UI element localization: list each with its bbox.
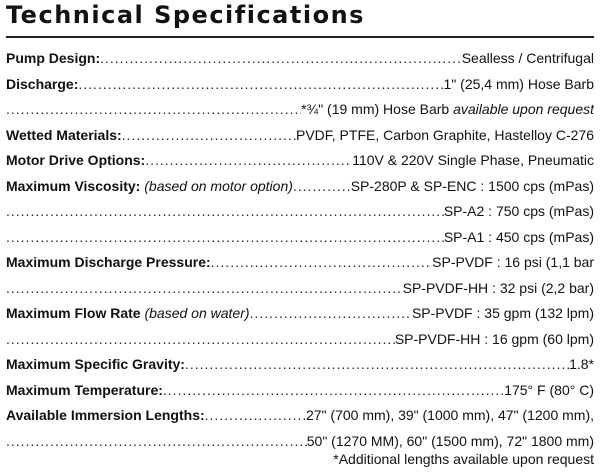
spec-row-pump-design	[6, 46, 594, 72]
dot-leader	[6, 225, 444, 251]
spec-value: Sealless / Centrifugal	[461, 50, 594, 66]
spec-label: Wetted Materials:	[6, 126, 122, 143]
dot-leader	[6, 97, 301, 123]
spec-value: 175° F (80° C)	[504, 381, 594, 398]
dot-leader	[6, 276, 403, 302]
spec-label: Pump Design:	[6, 50, 101, 66]
specifications-list	[6, 46, 594, 454]
spec-label: Maximum Specific Gravity:	[6, 356, 185, 372]
spec-label	[6, 301, 250, 327]
spec-value: 27" (700 mm), 39" (1000 mm), 47" (1200 mm),	[305, 407, 594, 423]
spec-value: SP-PVDF : 16 psi (1,1 bar	[432, 254, 594, 270]
spec-value-note: available upon request	[453, 101, 594, 117]
spec-row-flow-rate-hh	[6, 327, 594, 353]
dot-leader	[145, 148, 352, 174]
footnote: *Additional lengths available upon request	[333, 451, 594, 467]
spec-label-text: Maximum Flow Rate	[6, 305, 141, 321]
spec-row-flow-rate	[6, 301, 594, 327]
spec-label-text: Maximum Viscosity:	[6, 177, 141, 194]
page-title: Technical Specifications	[6, 1, 365, 29]
spec-value: 50" (1270 MM), 60" (1500 mm), 72" 1800 mm)	[306, 432, 594, 449]
spec-label: Motor Drive Options:	[6, 152, 146, 168]
spec-value-main: *¾" (19 mm) Hose Barb	[301, 101, 450, 117]
dot-leader	[6, 327, 395, 353]
spec-row-motor-drive	[6, 148, 594, 174]
dot-leader	[250, 301, 412, 327]
title-divider	[6, 36, 594, 38]
spec-value: 1" (25,4 mm) Hose Barb	[443, 75, 594, 92]
spec-row-discharge-pressure-hh	[6, 276, 594, 302]
dot-leader	[6, 429, 307, 455]
spec-row-discharge-pressure	[6, 250, 594, 276]
spec-row-viscosity	[6, 174, 594, 200]
dot-leader	[100, 46, 462, 72]
spec-value: SP-PVDF-HH : 32 psi (2,2 bar)	[402, 279, 594, 296]
dot-leader	[185, 352, 569, 378]
dot-leader	[293, 174, 351, 200]
spec-row-discharge	[6, 72, 594, 98]
spec-row-temperature	[6, 378, 594, 404]
dot-leader	[163, 378, 504, 404]
spec-value: 1.8*	[569, 356, 594, 372]
spec-value: SP-PVDF-HH : 16 gpm (60 lpm)	[394, 330, 594, 347]
spec-row-specific-gravity	[6, 352, 594, 378]
spec-row-viscosity-a2	[6, 199, 594, 225]
dot-leader	[78, 72, 443, 98]
spec-label	[6, 174, 293, 200]
spec-row-wetted-materials	[6, 123, 594, 149]
spec-row-immersion-lengths	[6, 403, 594, 429]
spec-value: SP-A1 : 450 cps (mPas)	[443, 228, 594, 245]
spec-label: Discharge:	[6, 75, 79, 92]
spec-value: SP-PVDF : 35 gpm (132 lpm)	[411, 305, 594, 321]
spec-label: Maximum Temperature:	[6, 381, 163, 398]
spec-label: Maximum Discharge Pressure:	[6, 254, 211, 270]
spec-row-viscosity-a1	[6, 225, 594, 251]
spec-value: 110V & 220V Single Phase, Pneumatic	[352, 152, 594, 168]
spec-value: SP-A2 : 750 cps (mPas)	[443, 203, 594, 219]
dot-leader	[122, 123, 296, 149]
spec-value: PVDF, PTFE, Carbon Graphite, Hastelloy C-276	[295, 126, 594, 143]
spec-label: Available Immersion Lengths:	[6, 407, 205, 423]
spec-row-discharge-option	[6, 97, 594, 123]
dot-leader	[205, 403, 306, 429]
dot-leader	[6, 199, 444, 225]
spec-label-note: (based on motor option)	[144, 177, 293, 194]
spec-value	[301, 97, 594, 123]
dot-leader	[211, 250, 433, 276]
spec-label-note: (based on water)	[144, 305, 250, 321]
spec-value: SP-280P & SP-ENC : 1500 cps (mPas)	[350, 177, 594, 194]
